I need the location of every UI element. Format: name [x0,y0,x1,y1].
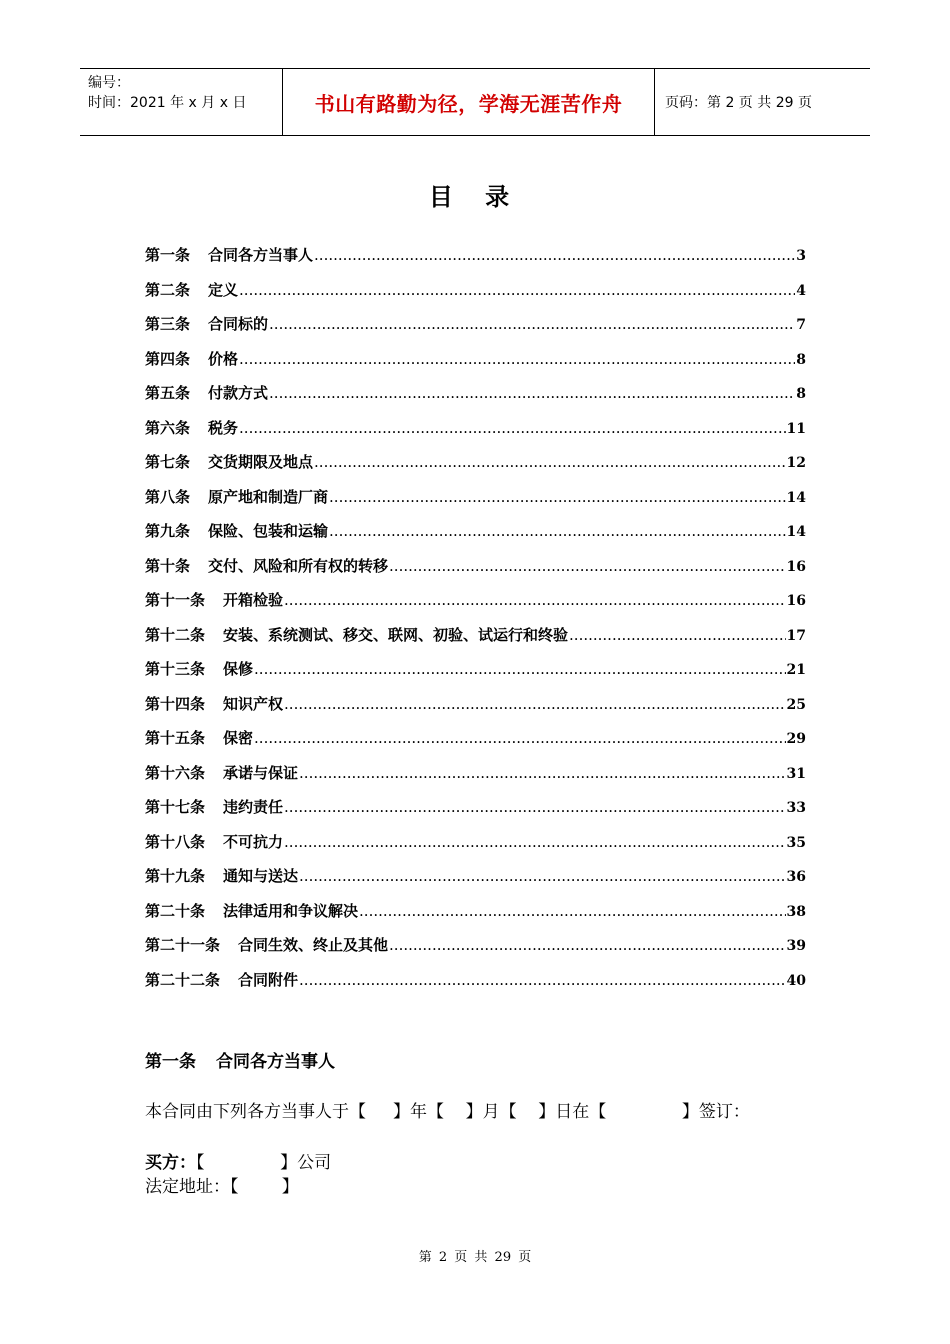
toc-item[interactable] [145,486,806,521]
toc-item-title: 法律适用和争议解决 [223,901,359,920]
toc-item[interactable] [145,900,806,935]
toc-item[interactable] [145,348,806,383]
header-number-label: 编号： [88,75,130,91]
toc-leader-dots [389,557,785,575]
address-label: 法定地址： [145,1177,230,1197]
toc-item-number: 第十四条 [145,694,206,713]
toc-item-number: 第七条 [145,453,191,471]
toc-item-number: 第六条 [145,418,191,437]
toc-item-number: 第二十二条 [145,970,221,989]
toc-item-title: 保密 [223,729,254,747]
toc-item-page: 4 [796,282,806,299]
toc-item[interactable] [145,727,806,762]
toc-item-page: 17 [786,627,806,644]
toc-item-number: 第五条 [145,384,191,402]
toc-item-page: 35 [786,834,806,851]
toc-item-page: 14 [786,489,806,506]
toc-item-title: 安装、系统测试、移交、联网、初验、试运行和终验 [223,625,569,644]
toc-item-number: 第一条 [145,246,191,264]
address-line [145,1172,299,1197]
toc-item-title: 保险、包装和运输 [208,522,329,540]
address-value: 【 】 [230,1177,299,1197]
toc-item-number: 第十三条 [145,660,206,678]
toc-leader-dots [329,488,785,506]
toc-item-number: 第十五条 [145,729,206,747]
toc-item[interactable] [145,589,806,624]
toc-item-title: 合同生效、终止及其他 [238,936,389,954]
toc-leader-dots [314,246,795,264]
section-paragraph: 本合同由下列各方当事人于【 】年【 】月【 】日在【 】签订： [145,1102,750,1122]
toc-item-title: 交货期限及地点 [208,453,314,471]
toc-leader-dots [254,660,785,678]
toc-item-page: 14 [786,524,806,540]
buyer-value: 【 】公司 [196,1153,332,1173]
toc-item-title: 承诺与保证 [223,763,299,782]
toc-title: 目 录 [428,182,522,211]
header-page-info: 页码：第 2 页 共 29 页 [665,95,812,111]
toc-leader-dots [284,591,785,609]
toc-item-title: 开箱检验 [223,591,284,609]
toc-item-number: 第三条 [145,315,191,333]
toc-item-page: 33 [786,800,806,816]
toc-item-title: 合同标的 [208,315,269,333]
toc-item-number: 第十七条 [145,798,206,816]
toc-item-title: 定义 [208,280,239,299]
toc-leader-dots [269,315,795,333]
toc-item-page: 11 [786,420,806,437]
toc-item[interactable] [145,624,806,659]
toc-item[interactable] [145,279,806,314]
toc-leader-dots [359,902,785,920]
toc-item-page: 29 [786,731,806,747]
toc-item-page: 8 [796,351,806,368]
header-time-label: 时间：2021 年 x 月 x 日 [88,95,247,111]
toc-item-number: 第二十一条 [145,936,221,954]
page-footer: 第 2 页 共 29 页 [418,1250,532,1265]
section-number: 第一条 [145,1052,196,1072]
toc-item[interactable] [145,382,806,417]
toc-item[interactable] [145,451,806,486]
toc-item[interactable] [145,520,806,555]
header-motto: 书山有路勤为径，学海无涯苦作舟 [282,69,655,135]
toc-item-number: 第十九条 [145,867,206,885]
toc-leader-dots [284,695,785,713]
toc-item-title: 税务 [208,418,239,437]
toc-item-page: 31 [786,765,806,782]
toc-item-page: 7 [796,317,806,333]
toc-item[interactable] [145,313,806,348]
toc-item-title: 不可抗力 [223,832,284,851]
toc-item[interactable] [145,934,806,969]
toc-leader-dots [284,798,785,816]
toc-item-number: 第九条 [145,522,191,540]
toc-item-title: 付款方式 [208,384,269,402]
toc-item[interactable] [145,969,806,1004]
toc-item-page: 36 [786,869,806,885]
toc-item-title: 通知与送达 [223,867,299,885]
toc-item[interactable] [145,796,806,831]
toc-item-page: 12 [786,455,806,471]
section-title: 合同各方当事人 [216,1052,335,1072]
header-meta [80,69,282,135]
toc-item-page: 8 [796,386,806,402]
toc-item-title: 合同附件 [238,970,299,989]
toc-item-page: 40 [786,972,806,989]
toc-leader-dots [569,626,785,644]
toc-leader-dots [299,764,785,782]
toc-item-title: 原产地和制造厂商 [208,487,329,506]
toc-item-number: 第十六条 [145,763,206,782]
toc-item-title: 知识产权 [223,694,284,713]
toc-item[interactable] [145,658,806,693]
toc-item[interactable] [145,417,806,452]
page-header [80,68,870,136]
toc-item-page: 16 [786,593,806,609]
toc-leader-dots [239,350,795,368]
toc-item[interactable] [145,693,806,728]
toc-item-page: 21 [786,662,806,678]
toc-item-title: 保修 [223,660,254,678]
toc-item-number: 第八条 [145,487,191,506]
toc-item[interactable] [145,865,806,900]
toc-item[interactable] [145,762,806,797]
section-heading [145,1047,335,1072]
toc-item-number: 第十条 [145,556,191,575]
toc-item-number: 第二十条 [145,901,206,920]
toc-item-title: 交付、风险和所有权的转移 [208,556,389,575]
toc-item[interactable] [145,244,806,279]
toc-item-page: 25 [786,696,806,713]
toc-leader-dots [299,867,785,885]
toc-item-number: 第十二条 [145,625,206,644]
toc-item-page: 38 [786,903,806,920]
buyer-label: 买方： [145,1153,196,1173]
toc-item-title: 合同各方当事人 [208,246,314,264]
table-of-contents [145,244,806,1003]
buyer-line [145,1148,331,1173]
toc-leader-dots [239,281,795,299]
toc-item-number: 第十一条 [145,591,206,609]
toc-leader-dots [314,453,785,471]
toc-leader-dots [239,419,785,437]
toc-item-title: 价格 [208,349,239,368]
toc-leader-dots [284,833,785,851]
toc-leader-dots [389,936,785,954]
toc-item-title: 违约责任 [223,798,284,816]
toc-item-page: 16 [786,558,806,575]
toc-item-number: 第二条 [145,280,191,299]
toc-leader-dots [269,384,795,402]
toc-item-page: 3 [796,248,806,264]
toc-item-page: 39 [786,938,806,954]
toc-leader-dots [299,971,785,989]
toc-item-number: 第十八条 [145,832,206,851]
toc-leader-dots [329,522,785,540]
toc-item[interactable] [145,831,806,866]
toc-item[interactable] [145,555,806,590]
toc-leader-dots [254,729,785,747]
toc-item-number: 第四条 [145,349,191,368]
